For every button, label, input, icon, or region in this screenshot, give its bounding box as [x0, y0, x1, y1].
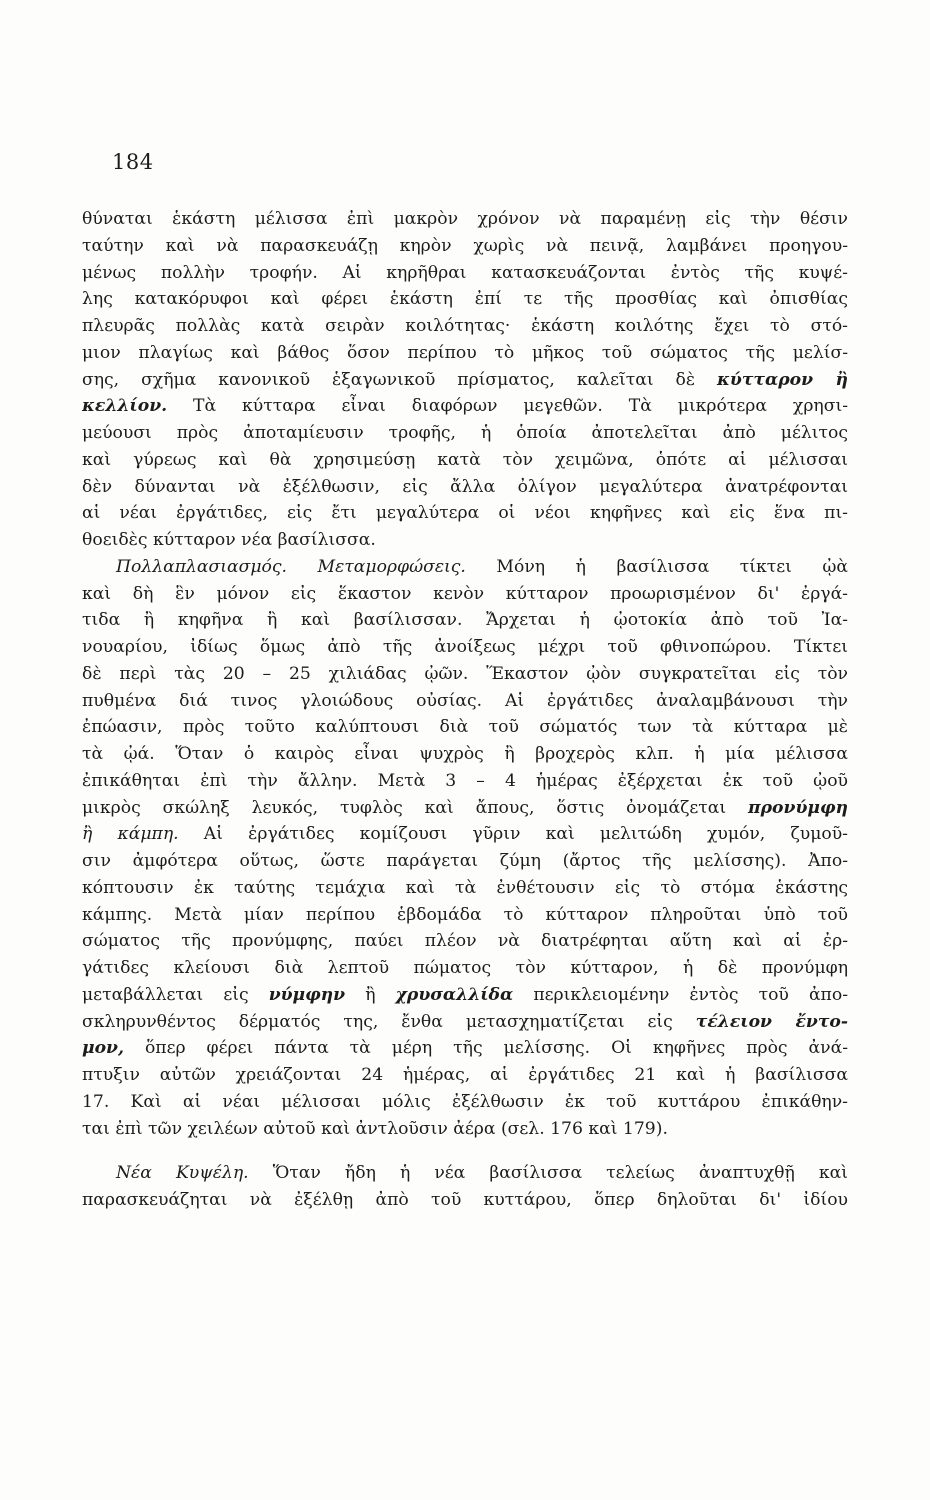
- page-number: 184: [112, 150, 154, 174]
- text-line: πτυξιν αὐτῶν χρειάζονται 24 ἡμέρας, αἱ ἐργάτιδες 21 καὶ ἡ βασίλισσα: [82, 1065, 848, 1085]
- text-line: ται ἐπὶ τῶν χειλέων αὐτοῦ καὶ ἀντλοῦσιν ἀέρα (σελ. 176 καὶ 179).: [82, 1118, 668, 1139]
- text-line: τὰ ᾠά. Ὅταν ὁ καιρὸς εἶναι ψυχρὸς ἢ βροχερὸς κλπ. ἡ μία μέλισσα: [82, 744, 848, 764]
- text-line: αἱ νέαι ἐργάτιδες, εἰς ἔτι μεγαλύτερα οἱ νέοι κηφῆνες καὶ εἰς ἕνα πι-: [82, 503, 848, 524]
- text-line: [82, 982, 848, 1009]
- term-pronymfi: προνύμφη: [748, 797, 848, 818]
- text-line: μιον πλαγίως καὶ βάθος ὅσον περίπου τὸ μῆκος τοῦ σώματος τῆς μελίσ-: [82, 342, 848, 363]
- text-line: [82, 795, 848, 822]
- text-segment: Μόνη ἡ βασίλισσα τίκτει ᾠὰ: [496, 556, 848, 577]
- term-nymfi: νύμφην: [268, 984, 346, 1005]
- text-line: [82, 393, 848, 420]
- term-kampi: ἢ κάμπη.: [82, 824, 179, 845]
- text-line: σιν ἀμφότερα οὕτως, ὥστε παράγεται ζύμη (ἄρτος τῆς μελίσσης). Ἀπο-: [82, 851, 848, 871]
- text-line: πυθμένα διά τινος γλοιώδους οὐσίας. Αἱ ἐργάτιδες ἀναλαμβάνουσι τὴν: [82, 690, 848, 711]
- text-line: [82, 367, 848, 394]
- text-segment: Τὰ κύτταρα εἶναι διαφόρων μεγεθῶν. Τὰ μικρότερα χρησι-: [193, 396, 848, 417]
- text-line: λης κατακόρυφοι καὶ φέρει ἑκάστη ἐπί τε τῆς προσθίας καὶ ὀπισθίας: [82, 289, 848, 310]
- text-line: κόπτουσιν ἐκ ταύτης τεμάχια καὶ τὰ ἐνθέτουσιν εἰς τὸ στόμα ἑκάστης: [82, 877, 848, 898]
- text-segment: περικλειομένην ἐντὸς τοῦ ἀπο-: [533, 984, 848, 1005]
- text-line: [82, 1160, 848, 1187]
- text-line: τιδα ἢ κηφῆνα ἢ καὶ βασίλισσαν. Ἄρχεται ἡ ᾠοτοκία ἀπὸ τοῦ Ἰα-: [82, 610, 848, 631]
- text-line: δὲ περὶ τὰς 20 – 25 χιλιάδας ᾠῶν. Ἕκαστον ᾠὸν συγκρατεῖται εἰς τὸν: [82, 663, 848, 684]
- text-line: μεύουσι πρὸς ἀποταμίευσιν τροφῆς, ἡ ὁποία ἀποτελεῖται ἀπὸ μέλιτος: [82, 423, 848, 443]
- text-segment: σης, σχῆμα κανονικοῦ ἑξαγωνικοῦ πρίσματος, καλεῖται δὲ: [82, 369, 696, 390]
- term-kyttaron: κύτταρον ἢ: [717, 369, 848, 390]
- term-mon: μον,: [82, 1038, 124, 1059]
- text-segment: μικρὸς σκώληξ λευκός, τυφλὸς καὶ ἄπους, ὅστις ὀνομάζεται: [82, 797, 727, 818]
- text-segment: ἢ: [365, 984, 376, 1005]
- text-line: ἐπώασιν, πρὸς τοῦτο καλύπτουσι διὰ τοῦ σώματός των τὰ κύτταρα μὲ: [82, 717, 848, 738]
- text-line: ταύτην καὶ νὰ παρασκευάζῃ κηρὸν χωρὶς νὰ πεινᾷ, λαμβάνει προηγου-: [82, 235, 848, 256]
- text-line: ἐπικάθηται ἐπὶ τὴν ἄλλην. Μετὰ 3 – 4 ἡμέρας ἐξέρχεται ἐκ τοῦ ᾠοῦ: [82, 770, 848, 791]
- text-line: καὶ γύρεως καὶ θὰ χρησιμεύσῃ κατὰ τὸν χειμῶνα, ὁπότε αἱ μέλισσαι: [82, 449, 848, 470]
- paragraph-gap: [82, 1142, 848, 1160]
- term-chrysallis: χρυσαλλίδα: [395, 984, 514, 1005]
- term-teleion: τέλειον ἔντο-: [695, 1011, 848, 1032]
- text-segment: ὅπερ φέρει πάντα τὰ μέρη τῆς μελίσσης. Οἱ κηφῆνες πρὸς ἀνά-: [144, 1038, 848, 1059]
- section-heading-new-hive: Νέα Κυψέλη.: [116, 1163, 249, 1184]
- text-line: νουαρίου, ἰδίως ὅμως ἀπὸ τῆς ἀνοίξεως μέχρι τοῦ φθινοπώρου. Τίκτει: [82, 637, 848, 657]
- text-segment: μεταβάλλεται εἰς: [82, 984, 249, 1005]
- text-line: μένως πολλὴν τροφήν. Αἱ κηρῆθραι κατασκευάζονται ἐντὸς τῆς κυψέ-: [82, 262, 848, 283]
- text-segment: σκληρυνθέντος δέρματός της, ἔνθα μετασχηματίζεται εἰς: [82, 1011, 673, 1032]
- text-line: 17. Καὶ αἱ νέαι μέλισσαι μόλις ἐξέλθωσιν ἐκ τοῦ κυττάρου ἐπικάθην-: [82, 1091, 848, 1112]
- text-line: [82, 821, 848, 848]
- text-line: [82, 1035, 848, 1062]
- text-line: παρασκευάζηται νὰ ἐξέλθῃ ἀπὸ τοῦ κυττάρου, ὅπερ δηλοῦται δι' ἰδίου: [82, 1190, 848, 1210]
- text-line: θοειδὲς κύτταρον νέα βασίλισσα.: [82, 530, 376, 550]
- text-line: [82, 554, 848, 581]
- text-line: δὲν δύνανται νὰ ἐξέλθωσιν, εἰς ἄλλα ὀλίγον μεγαλύτερα ἀνατρέφονται: [82, 476, 848, 497]
- term-kellion: κελλίον.: [82, 396, 168, 417]
- section-heading-reproduction: Πολλαπλασιασμός. Μεταμορφώσεις.: [116, 556, 466, 577]
- text-line: [82, 1009, 848, 1036]
- text-line: κάμπης. Μετὰ μίαν περίπου ἑβδομάδα τὸ κύτταρον πληροῦται ὑπὸ τοῦ: [82, 904, 848, 925]
- text-line: πλευρᾶς πολλὰς κατὰ σειρὰν κοιλότητας· ἑκάστη κοιλότης ἔχει τὸ στό-: [82, 316, 848, 336]
- text-line: γάτιδες κλείουσι διὰ λεπτοῦ πώματος τὸν κύτταρον, ἡ δὲ προνύμφη: [82, 958, 848, 978]
- body-text: [82, 206, 848, 1214]
- text-line: σώματος τῆς προνύμφης, παύει πλέον νὰ διατρέφηται αὕτη καὶ αἱ ἐρ-: [82, 931, 848, 952]
- text-line: καὶ δὴ ἓν μόνον εἰς ἕκαστον κενὸν κύτταρον προωρισμένον δι' ἐργά-: [82, 583, 848, 604]
- text-segment: Ὅταν ἤδη ἡ νέα βασίλισσα τελείως ἀναπτυχθῇ καὶ: [272, 1163, 848, 1184]
- text-line: θύναται ἑκάστη μέλισσα ἐπὶ μακρὸν χρόνον νὰ παραμένῃ εἰς τὴν θέσιν: [82, 209, 848, 229]
- text-segment: Αἱ ἐργάτιδες κομίζουσι γῦριν καὶ μελιτώδη χυμόν, ζυμοῦ-: [203, 824, 848, 845]
